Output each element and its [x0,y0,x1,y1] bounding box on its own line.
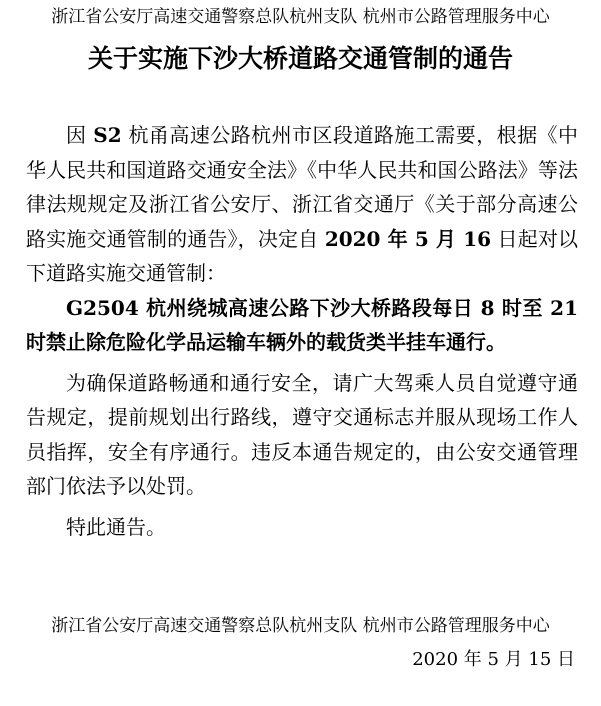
start-month: 5 [414,226,429,251]
header-issuers: 浙江省公安厅高速交通警察总队杭州支队 杭州市公路管理服务中心 [51,7,550,27]
start-day: 16 [463,226,492,251]
road-code: S2 [93,123,122,147]
start-year: 2020 [324,226,381,251]
paragraph-restriction: G2504 杭州绕城高速公路下沙大桥路段每日 8 时至 21 时禁止除危险化学品运输车辆外的载货类半挂车通行。 [26,295,578,354]
text-span: 因 [66,123,94,147]
footer-date: 2020 年 5 月 15 日 [412,649,575,670]
text-span: 日起对以下道路实施交通管制： [26,226,578,285]
notice-title: 关于实施下沙大桥道路交通管制的通告 [87,44,513,73]
text-span: 杭甬高速公路杭州市区段道路施工需要，根据《中华人民共和国道路交通安全法》《中华人民共和国公路法》等法律法规规定及浙江省公安厅、浙江省交通厅《关于部分高速公路实施交通管制的通告》，决定自 [26,123,579,251]
notice-body [26,118,578,544]
paragraph-reason [26,118,578,291]
paragraph-closing: 特此通告。 [66,514,166,539]
text-span: 月 [428,226,464,251]
text-span: 年 [380,226,415,251]
paragraph-safety: 为确保道路畅通和通行安全，请广大驾乘人员自觉遵守通告规定，提前规划出行路线，遵守交通标志并服从现场工作人员指挥，安全有序通行。违反本通告规定的，由公安交通管理部门依法予以处罚。 [26,370,578,498]
footer-issuers: 浙江省公安厅高速交通警察总队杭州支队 杭州市公路管理服务中心 [51,616,550,636]
